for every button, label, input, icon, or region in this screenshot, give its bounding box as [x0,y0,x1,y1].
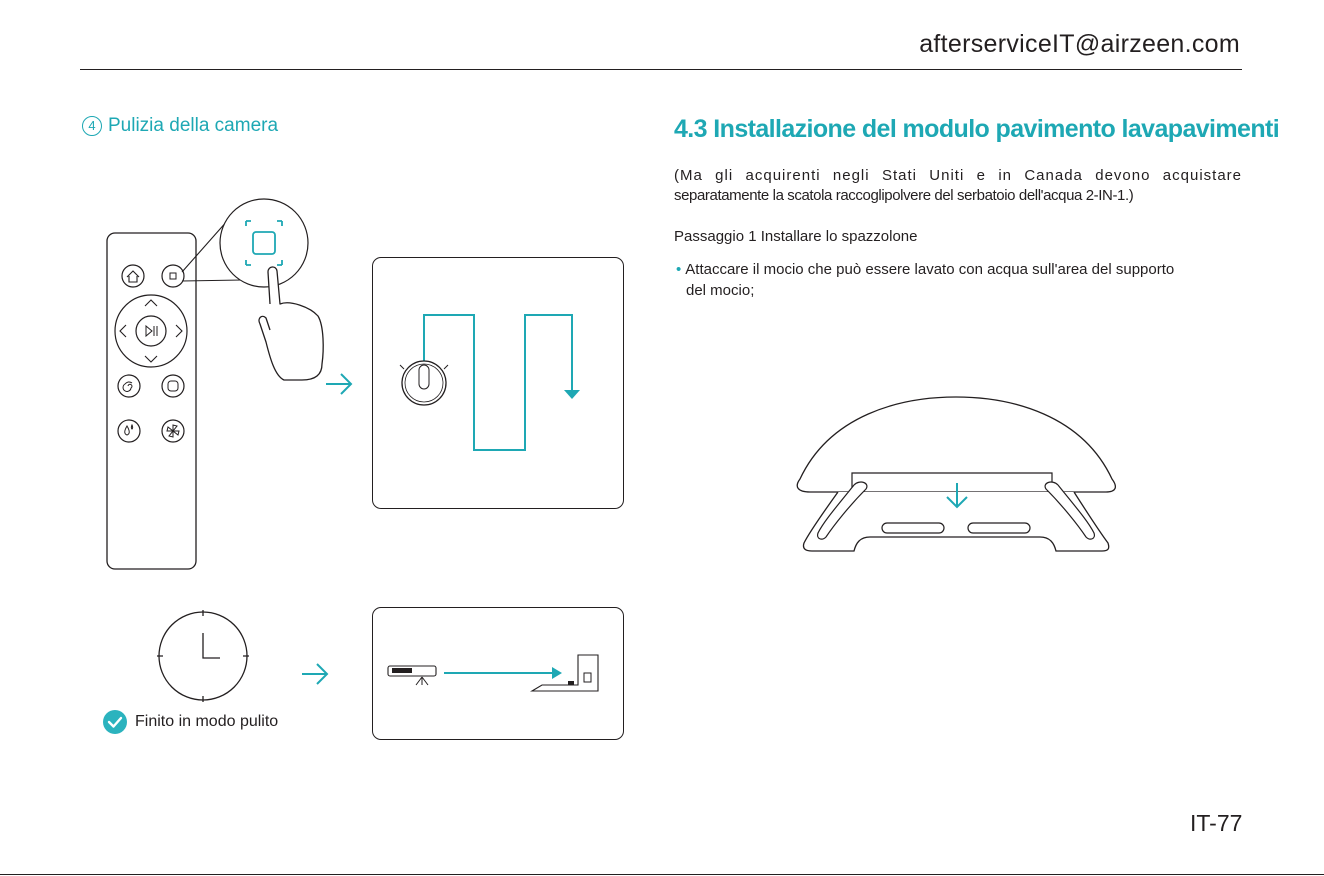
header-rule [80,69,1242,70]
cleaning-path-illustration [372,257,624,509]
edge-button-icon [162,375,184,397]
pointing-hand-icon [259,267,323,380]
robot-underside-dome [797,397,1115,492]
mop-module-illustration [790,395,1130,555]
done-label: Finito in modo pulito [135,713,279,730]
section-number: 4 [82,116,102,136]
return-to-dock-illustration [372,607,624,741]
check-circle-icon [103,710,127,734]
section-title-mop-module: 4.3 Installazione del modulo pavimento lavapavimenti [674,115,1280,143]
dpad-icon [115,295,187,367]
purchase-note-line-1: (Ma gli acquirenti negli Stati Uniti e in Canada devono acquistare [674,167,1242,184]
instruction-line-1: Attaccare il mocio che può essere lavato con acqua sull'area del supporto [685,261,1175,278]
spiral-button-icon [118,375,140,397]
camera-clean-button-icon [162,265,184,287]
remote-control-illustration [100,190,340,580]
arrow-right-icon [324,372,354,396]
purchase-note [674,166,1242,206]
done-badge [103,710,278,734]
clock-icon [150,605,260,715]
header-email: afterserviceIT@airzeen.com [919,30,1240,58]
bullet-dot-icon: • [676,261,682,278]
water-button-icon [118,420,140,442]
robot-vacuum-side-icon [388,666,436,685]
purchase-note-line-2: separatamente la scatola raccoglipolvere del serbatoio dell'acqua 2-IN-1.) [674,187,1134,204]
home-button-icon [122,265,144,287]
instruction-line-2: del mocio; [686,282,755,299]
step-title: Passaggio 1 Installare lo spazzolone [674,228,918,245]
robot-vacuum-top-icon [400,361,448,405]
section-title-camera-cleaning [82,115,278,137]
page-number: IT-77 [1190,810,1243,836]
instruction-bullet [676,259,1236,301]
bottom-rule [0,874,1324,875]
arrow-right-icon-2 [300,662,330,686]
fan-button-icon [162,420,184,442]
section-title-text: Pulizia della camera [108,115,279,136]
